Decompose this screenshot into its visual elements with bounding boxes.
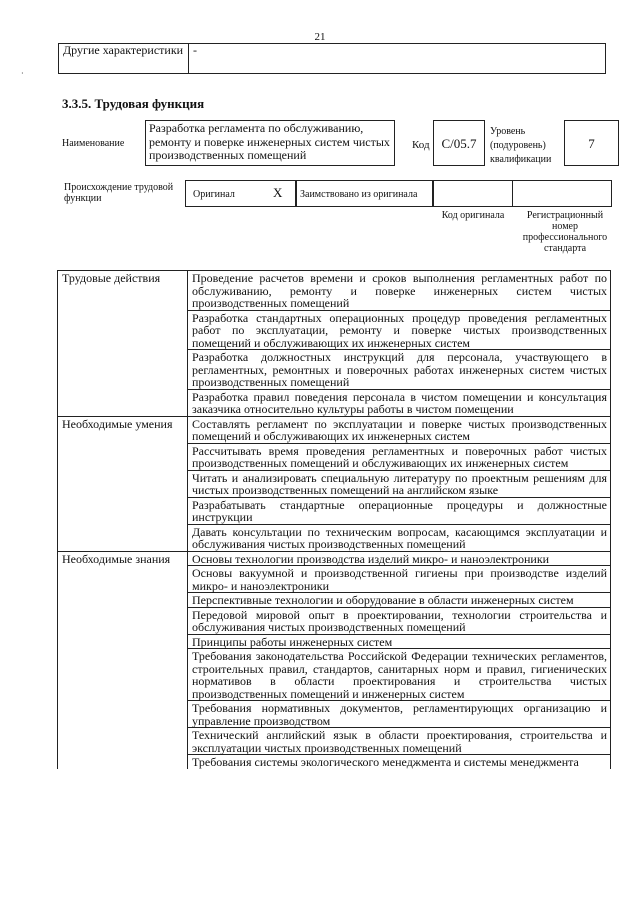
page-number: 21 <box>314 31 326 43</box>
code-label: Код <box>412 139 430 151</box>
table-cell: Основы технологии производства изделий микро- и наноэлектроники <box>188 551 611 566</box>
table-cell: Составлять регламент по эксплуатации и поверке чистых производственных помещений и обслуживающих их инженерных систем <box>188 416 611 443</box>
category-required-skills: Необходимые умения <box>58 416 188 551</box>
table-cell: Рассчитывать время проведения регламентных и поверочных работ чистых производственных помещений и обслуживающих их инженерных систем <box>188 443 611 470</box>
name-label: Наименование <box>62 138 125 149</box>
other-characteristics-label: Другие характеристики <box>59 44 189 74</box>
level-value: 7 <box>564 120 619 166</box>
table-cell: Разработка должностных инструкций для персонала, участвующего в регламентных, ремонтных и поверочных работах инженерных систем чистых производственных помещений <box>188 350 611 390</box>
category-required-knowledge: Необходимые знания <box>58 551 188 769</box>
function-name: Разработка регламента по обслуживанию, ремонту и поверке инженерных систем чистых производственных помещений <box>145 120 395 166</box>
table-cell: Проведение расчетов времени и сроков выполнения регламентных работ по обслуживанию, ремонту и поверке инженерных систем чистых производственных помещений <box>188 271 611 311</box>
table-cell: Принципы работы инженерных систем <box>188 634 611 649</box>
table-cell: Разработка стандартных операционных процедур проведения регламентных работ по эксплуатации, ремонту и поверке чистых производственных помещений и обслуживающих их инженерных систем <box>188 310 611 350</box>
table-cell: Перспективные технологии и оборудование в области инженерных систем <box>188 593 611 608</box>
origin-code-caption: Код оригинала <box>441 210 505 221</box>
table-cell: Передовой мировой опыт в проектировании, технологии строительства и обслуживания чистых производственных помещений <box>188 607 611 634</box>
table-cell: Технический английский язык в области проектирования, строительства и эксплуатации чистых производственных помещений <box>188 728 611 755</box>
table-row <box>58 416 611 443</box>
table-cell: Давать консультации по техническим вопросам, касающимся эксплуатации и обслуживания чистых производственных помещений <box>188 524 611 551</box>
origin-code-cell <box>433 180 513 207</box>
margin-mark: · <box>21 69 24 78</box>
other-characteristics-table <box>58 43 606 74</box>
origin-label: Происхождение трудовой функции <box>64 182 174 204</box>
table-cell: Читать и анализировать специальную литературу по проектным решениям для чистых производственных помещений на английском языке <box>188 470 611 497</box>
level-label: Уровень (подуровень) квалификации <box>490 126 552 165</box>
origin-borrowed-label: Заимствовано из оригинала <box>300 189 418 200</box>
table-row <box>58 271 611 311</box>
table-cell: Требования нормативных документов, регламентирующих организацию и управление производством <box>188 701 611 728</box>
table-cell: Требования системы экологического менеджмента и системы менеджмента <box>188 755 611 769</box>
table-row <box>58 551 611 566</box>
code-value: C/05.7 <box>433 120 485 166</box>
category-labor-actions: Трудовые действия <box>58 271 188 417</box>
table-cell: Разрабатывать стандартные операционные процедуры и должностные инструкции <box>188 497 611 524</box>
origin-original-label: Оригинал <box>193 189 235 200</box>
table-cell: Требования законодательства Российской Федерации технических регламентов, строительных правил, стандартов, санитарных норм и правил, гигиенических нормативов в области проектирования и строительства чистых производственных помещений и инженерных систем <box>188 649 611 701</box>
other-characteristics-value: - <box>189 44 606 74</box>
origin-reg-caption: Регистрационный номер профессионального стандарта <box>522 210 608 254</box>
section-title: 3.3.5. Трудовая функция <box>62 96 205 111</box>
table-cell: Основы вакуумной и производственной гигиены при производстве изделий микро- и наноэлектроники <box>188 566 611 593</box>
function-details-table <box>57 270 611 769</box>
origin-mark: X <box>273 185 283 200</box>
table-cell: Разработка правил поведения персонала в чистом помещении и консультация заказчика относительно культуры работы в чистом помещении <box>188 389 611 416</box>
